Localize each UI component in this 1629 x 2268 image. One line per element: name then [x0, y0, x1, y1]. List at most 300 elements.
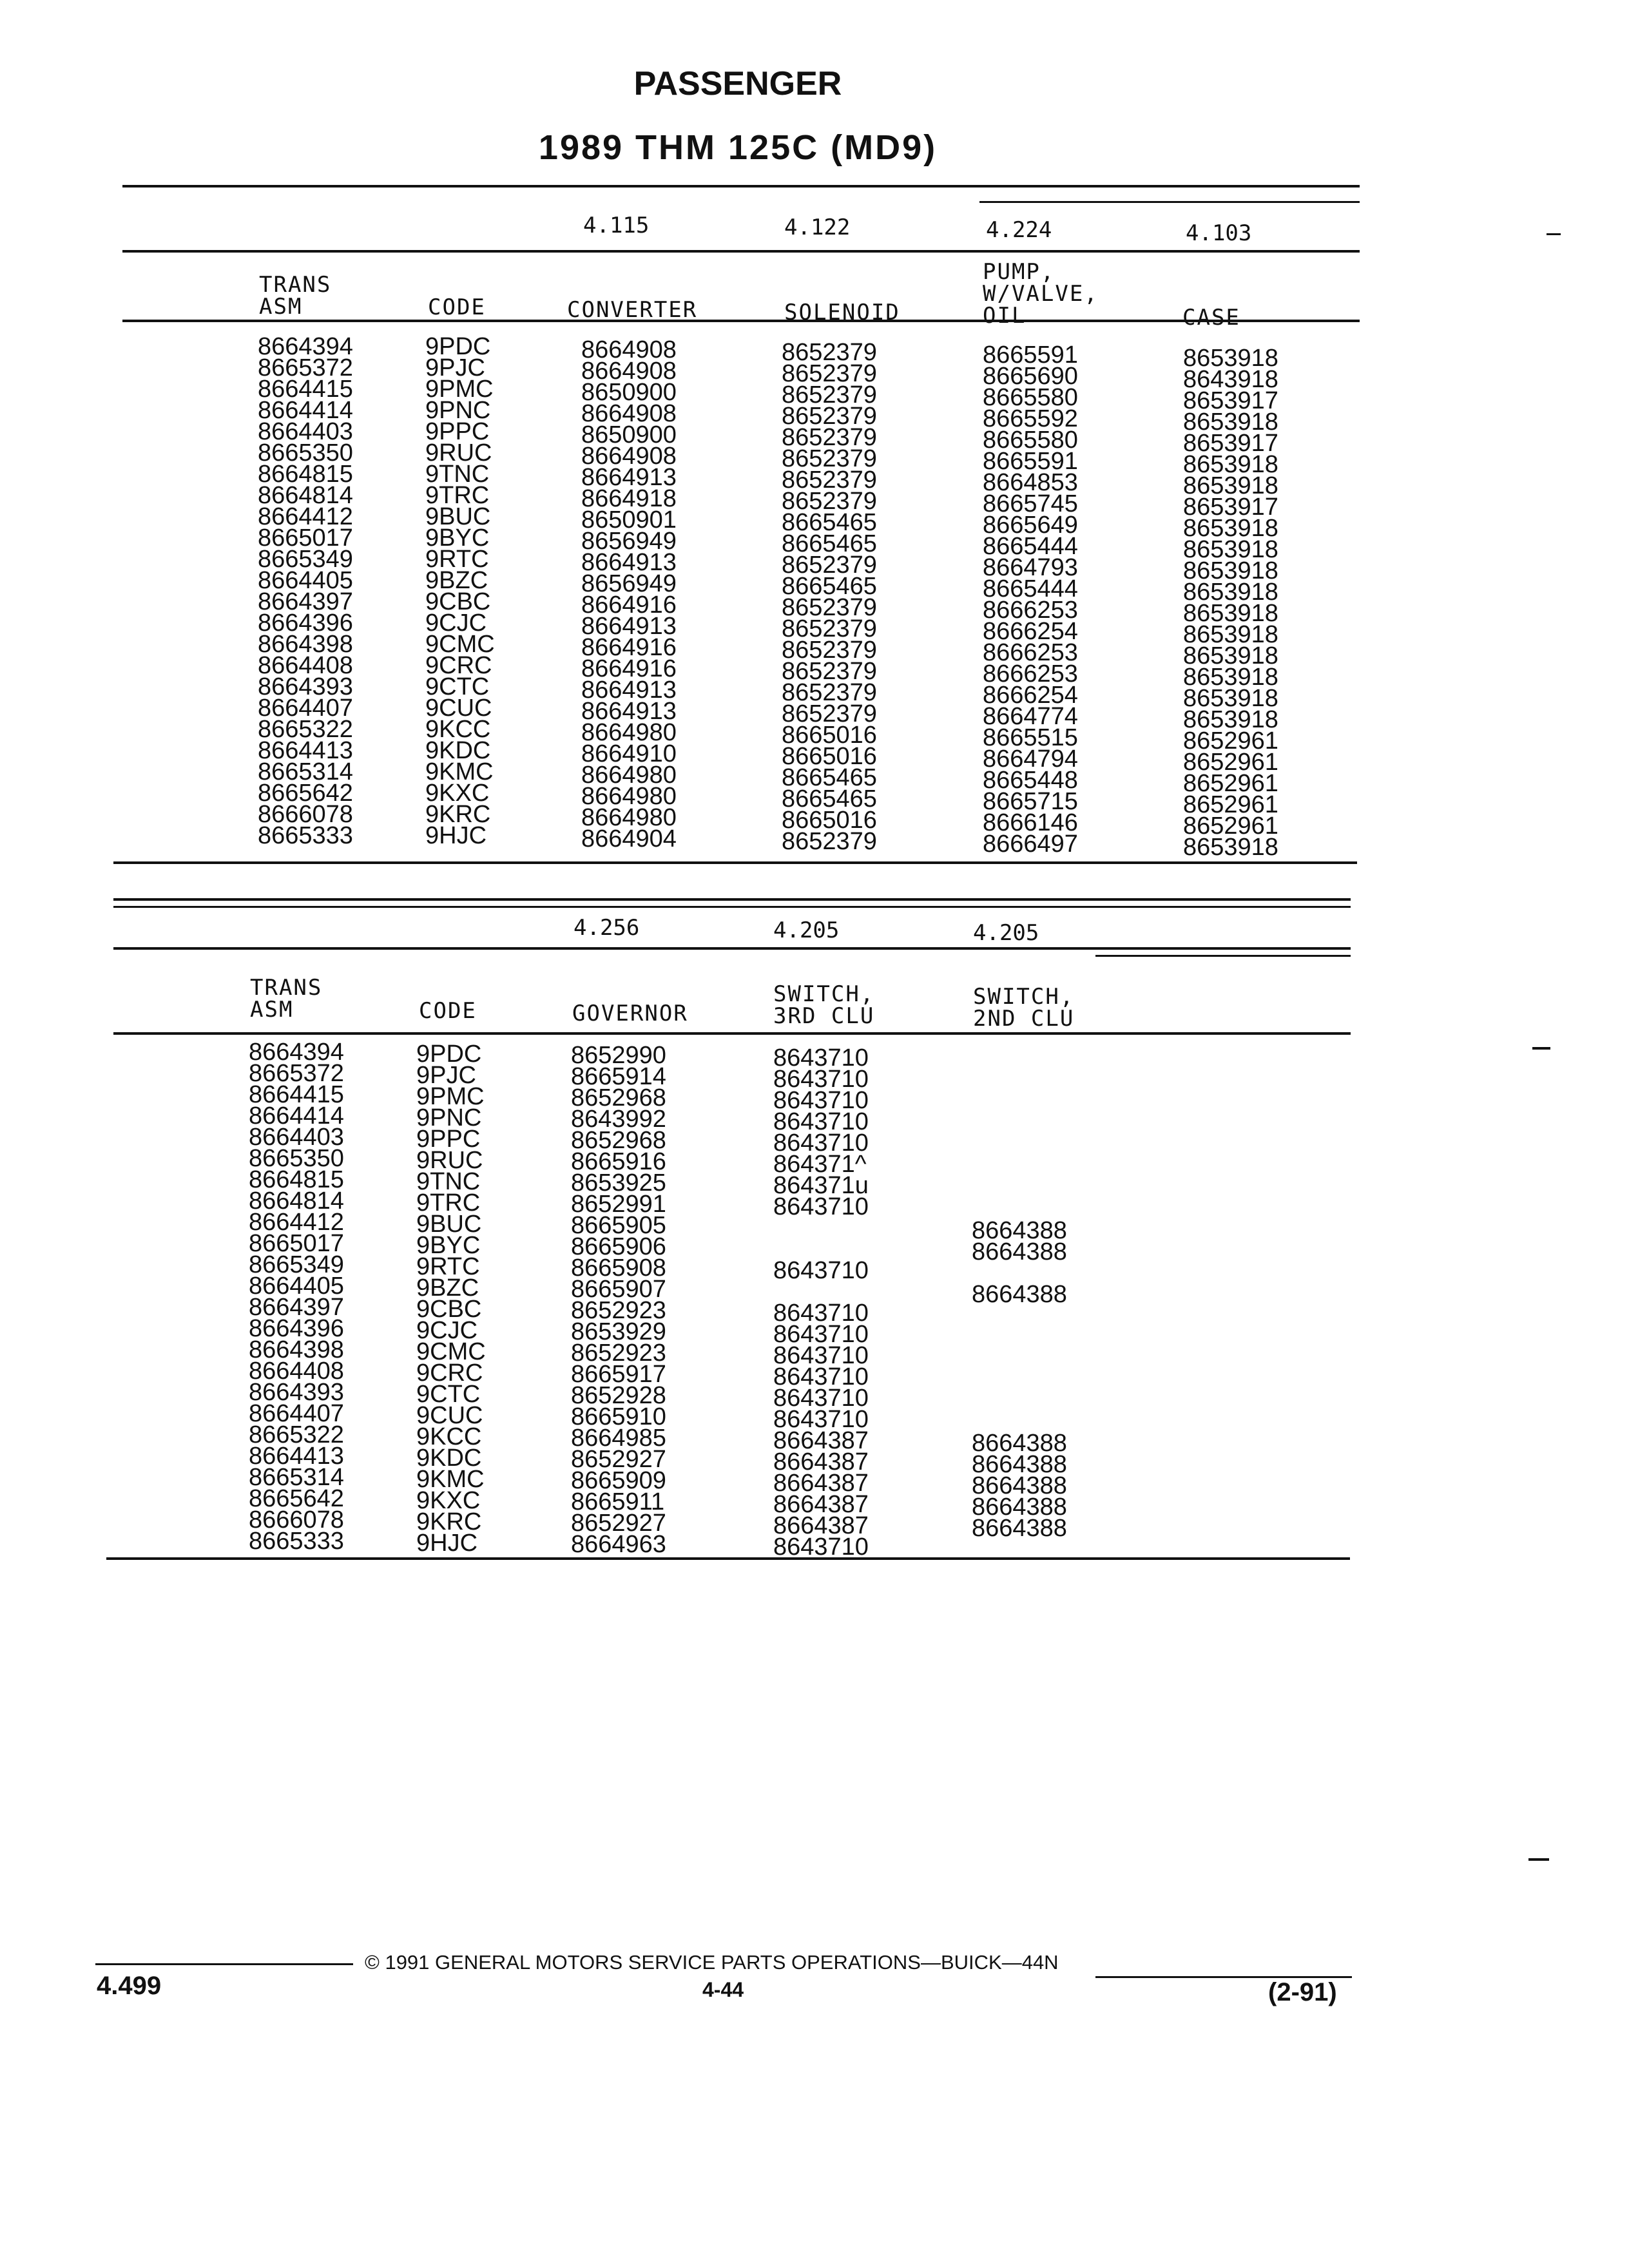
table-cell: 8665333	[258, 822, 353, 849]
table-cell: 9BYC	[425, 524, 490, 552]
table-cell: 9CJC	[425, 610, 487, 637]
table-cell: 8643710	[773, 1533, 869, 1561]
table1-header-solenoid: SOLENOID	[784, 300, 900, 325]
table-cell: 8664412	[258, 503, 353, 530]
table-cell: 8653929	[571, 1318, 666, 1345]
table-cell: 8653918	[1183, 642, 1278, 669]
table-cell: 864371^	[773, 1151, 867, 1178]
table-cell: 8653918	[1183, 472, 1278, 499]
table2-header-switch-2nd	[973, 986, 1074, 1030]
table1-header-converter: CONVERTER	[567, 297, 698, 323]
table-cell: 8665591	[983, 448, 1078, 475]
table1-col-solenoid	[782, 339, 877, 855]
table-cell: 8665905	[571, 1212, 666, 1239]
table-cell: 9KDC	[416, 1445, 482, 1472]
table-cell: 8664415	[258, 376, 353, 403]
table-cell: 8650900	[581, 379, 677, 406]
table-cell: 9HJC	[425, 822, 487, 849]
table-cell: 8666497	[983, 831, 1078, 858]
table-cell: 8664398	[249, 1336, 344, 1363]
table-cell: 8664794	[983, 745, 1078, 773]
table-cell: 8652379	[782, 339, 877, 366]
table2-top-rule	[113, 898, 1351, 901]
table-cell: 8664413	[249, 1443, 344, 1470]
table-cell: 8664414	[258, 397, 353, 424]
table1-header-pump	[983, 261, 1099, 327]
table-cell: 9CMC	[425, 631, 495, 658]
table-cell: 8652928	[571, 1382, 666, 1409]
table-cell: 8643710	[773, 1087, 869, 1114]
table2-header-switch-2nd-1: SWITCH,	[973, 984, 1075, 1010]
table-cell: 9BUC	[425, 503, 491, 530]
table-cell	[972, 1348, 1067, 1369]
table-cell: 8650900	[581, 421, 677, 448]
table-cell: 9BZC	[425, 567, 488, 594]
table-cell: 8664387	[773, 1470, 869, 1497]
table-cell: 8652379	[782, 700, 877, 727]
table1-ref-pump: 4.224	[986, 217, 1052, 243]
table-cell: 8664815	[249, 1166, 344, 1193]
table-cell: 9PMC	[425, 376, 494, 403]
table-cell: 8643710	[773, 1193, 869, 1220]
table-cell: 8665016	[782, 743, 877, 770]
table-cell: 8664980	[581, 783, 677, 810]
table-cell: 8664396	[249, 1315, 344, 1342]
table-cell: 8664388	[972, 1281, 1067, 1308]
table2-ref-governor: 4.256	[574, 915, 640, 941]
table-cell: 9PNC	[416, 1104, 482, 1131]
table-cell: 8643710	[773, 1066, 869, 1093]
table-cell: 8664814	[249, 1187, 344, 1215]
table-cell: 8665350	[258, 439, 353, 466]
table-cell: 9HJC	[416, 1530, 478, 1557]
table-cell: 9KXC	[425, 780, 490, 807]
table1-bottom-rule	[113, 861, 1357, 864]
table-cell: 8664980	[581, 719, 677, 746]
table-cell: 8664415	[249, 1081, 344, 1108]
table-cell: 9PNC	[425, 397, 491, 424]
table-cell: 8664908	[581, 443, 677, 470]
table-cell: 8664916	[581, 634, 677, 661]
table1-header-rule	[122, 320, 1360, 322]
table-cell: 8664908	[581, 400, 677, 427]
table-cell: 8664918	[581, 485, 677, 512]
table-cell: 9CUC	[416, 1402, 483, 1429]
table1-header-pump-2: W/VALVE,	[983, 281, 1099, 307]
table-cell: 8665465	[782, 764, 877, 791]
margin-mark	[1532, 1047, 1550, 1050]
table-cell: 8643710	[773, 1385, 869, 1412]
table1-ref-converter: 4.115	[583, 213, 650, 238]
table-cell: 8665314	[258, 758, 353, 785]
table2-header-trans: TRANS	[250, 975, 323, 1001]
table-cell: 9CUC	[425, 695, 492, 722]
table-cell: 8665745	[983, 490, 1078, 517]
table-cell: 8653918	[1183, 515, 1278, 542]
table-cell: 9KMC	[416, 1466, 485, 1493]
table2-bottom-rule	[106, 1557, 1350, 1560]
table-cell: 8652379	[782, 679, 877, 706]
footer-copyright: © 1991 GENERAL MOTORS SERVICE PARTS OPERATIONS—BUICK—44N	[365, 1951, 1059, 1974]
table-cell: 8652961	[1183, 770, 1278, 797]
table-cell: 9TNC	[425, 461, 490, 488]
table-cell: 8665444	[983, 575, 1078, 602]
table-cell	[972, 1072, 1067, 1093]
table-cell: 8643992	[571, 1106, 666, 1133]
table-cell: 8653918	[1183, 664, 1278, 691]
table-cell: 8665314	[249, 1464, 344, 1491]
table-cell: 8665642	[258, 780, 353, 807]
table-cell: 8665580	[983, 384, 1078, 411]
table-cell: 8652379	[782, 381, 877, 408]
footer-section-number: 4.499	[97, 1972, 162, 2000]
table-cell: 8664396	[258, 610, 353, 637]
table-cell: 8664913	[581, 464, 677, 491]
table-cell: 8653918	[1183, 345, 1278, 372]
table-cell: 9PJC	[425, 354, 485, 381]
table-cell: 8664913	[581, 549, 677, 576]
table2-header-rule	[113, 1032, 1351, 1035]
table-cell: 8664985	[571, 1425, 666, 1452]
table-cell: 9BUC	[416, 1211, 482, 1238]
table-cell: 8664910	[581, 740, 677, 767]
table1-col-code	[425, 333, 495, 849]
table-cell: 8652923	[571, 1297, 666, 1324]
table-cell: 8664980	[581, 804, 677, 831]
table-cell: 8664904	[581, 825, 677, 852]
table1-header-code: CODE	[428, 294, 486, 320]
table-cell: 8653918	[1183, 408, 1278, 436]
table-cell: 8652968	[571, 1127, 666, 1154]
table-cell	[773, 1218, 869, 1239]
table2-header-switch-3rd-2: 3RD CLU	[773, 1003, 875, 1029]
table-cell: 8666254	[983, 682, 1078, 709]
table-cell: 8652379	[782, 488, 877, 515]
table2-top-rule-2	[113, 906, 1351, 908]
table-cell: 9CRC	[425, 652, 492, 679]
table-cell: 8666254	[983, 618, 1078, 645]
table-cell: 8664774	[983, 703, 1078, 730]
table-cell: 8652961	[1183, 791, 1278, 818]
table-cell: 8652379	[782, 828, 877, 855]
table-cell	[972, 1369, 1067, 1390]
table-cell: 8656949	[581, 528, 677, 555]
table1-ref-case: 4.103	[1186, 220, 1252, 246]
table-cell: 8664413	[258, 737, 353, 764]
table-cell: 8665372	[249, 1060, 344, 1087]
table-cell: 9TRC	[416, 1189, 481, 1216]
table-cell: 9CRC	[416, 1360, 483, 1387]
table-cell: 8665916	[571, 1148, 666, 1175]
table-cell: 8665349	[249, 1251, 344, 1278]
table-cell: 8643918	[1183, 366, 1278, 393]
table-cell: 9KXC	[416, 1487, 481, 1514]
table-cell	[972, 1157, 1067, 1178]
table2-header-switch-3rd-1: SWITCH,	[773, 981, 875, 1007]
table-cell: 8664913	[581, 677, 677, 704]
table-cell: 8665465	[782, 509, 877, 536]
table2-ref-switch-2nd: 4.205	[973, 920, 1039, 946]
table-cell: 9BYC	[416, 1232, 481, 1259]
table-cell: 8664403	[258, 418, 353, 445]
table-cell: 8664916	[581, 655, 677, 682]
table-cell: 8664980	[581, 762, 677, 789]
table-cell: 9PPC	[416, 1126, 481, 1153]
table1-col-trans-asm	[258, 333, 353, 849]
table1-header-pump-3: OIL	[983, 303, 1027, 329]
table-cell: 8666253	[983, 660, 1078, 687]
table-cell: 8652379	[782, 403, 877, 430]
table-cell: 8664408	[249, 1358, 344, 1385]
table-cell: 9TNC	[416, 1168, 481, 1195]
table-cell: 8652379	[782, 360, 877, 387]
table-cell: 9PJC	[416, 1062, 476, 1089]
table-cell: 8665016	[782, 722, 877, 749]
table-cell: 8666078	[249, 1506, 344, 1533]
table-cell: 8664388	[972, 1494, 1067, 1521]
table-cell: 8652927	[571, 1446, 666, 1473]
table-cell: 8665322	[258, 716, 353, 743]
table-cell: 8666146	[983, 809, 1078, 836]
table1-header-asm: ASM	[259, 294, 303, 320]
table-cell: 8652379	[782, 552, 877, 579]
table-cell: 8652379	[782, 445, 877, 472]
table-cell: 8652379	[782, 594, 877, 621]
table-cell: 8664814	[258, 482, 353, 509]
table-cell: 8664913	[581, 698, 677, 725]
table-cell: 8664387	[773, 1491, 869, 1518]
table-cell: 8650901	[581, 506, 677, 533]
table-cell: 8664913	[581, 613, 677, 640]
table-cell: 9TRC	[425, 482, 490, 509]
table-cell: 8665715	[983, 788, 1078, 815]
table-cell: 8665917	[571, 1361, 666, 1388]
table-cell	[972, 1135, 1067, 1157]
table-cell: 8664963	[571, 1531, 666, 1558]
table-cell: 8643710	[773, 1129, 869, 1157]
table-cell: 8664793	[983, 554, 1078, 581]
table-cell: 8665914	[571, 1063, 666, 1090]
table-cell: 8652990	[571, 1042, 666, 1069]
table-cell: 8652379	[782, 658, 877, 685]
margin-mark	[1547, 233, 1561, 235]
table-cell: 9KDC	[425, 737, 491, 764]
table-cell: 9CMC	[416, 1338, 486, 1365]
table-cell	[972, 1093, 1067, 1114]
table-cell: 9CTC	[416, 1381, 481, 1408]
table2-header-code: CODE	[419, 998, 477, 1024]
table-cell: 8664908	[581, 358, 677, 385]
table-cell: 8665017	[258, 524, 353, 552]
table-cell: 8665349	[258, 546, 353, 573]
table-cell: 8664388	[972, 1238, 1067, 1265]
table-cell: 8665333	[249, 1528, 344, 1555]
table-cell: 8665448	[983, 767, 1078, 794]
table-cell: 8664393	[249, 1379, 344, 1406]
table-cell: 8665909	[571, 1467, 666, 1494]
table-cell: 8652961	[1183, 812, 1278, 840]
footer-page-number: 4-44	[702, 1978, 744, 2001]
table-cell: 9CJC	[416, 1317, 478, 1344]
table-cell: 8665465	[782, 785, 877, 812]
table-cell: 8665350	[249, 1145, 344, 1172]
table-cell: 8643710	[773, 1321, 869, 1348]
table-cell: 8665907	[571, 1276, 666, 1303]
table-cell: 9RTC	[425, 546, 489, 573]
table-cell: 8664388	[972, 1472, 1067, 1499]
table-cell: 8664394	[258, 333, 353, 360]
table-cell: 8643710	[773, 1342, 869, 1369]
table-cell: 8643710	[773, 1406, 869, 1433]
table-cell: 8653925	[571, 1169, 666, 1196]
table-cell: 8653918	[1183, 557, 1278, 584]
table-cell: 8665580	[983, 427, 1078, 454]
table1-col-pump	[983, 341, 1078, 858]
table1-header-trans-asm	[259, 274, 331, 318]
table-cell: 9RUC	[416, 1147, 483, 1174]
table-cell: 9PMC	[416, 1083, 485, 1110]
table-cell: 9CTC	[425, 673, 490, 700]
table-cell: 8652379	[782, 615, 877, 642]
table-cell: 9PDC	[416, 1041, 482, 1068]
table-cell: 8664853	[983, 469, 1078, 496]
table-cell: 8664403	[249, 1124, 344, 1151]
table2-ref-rule-2	[1095, 955, 1351, 957]
table-cell: 8665515	[983, 724, 1078, 751]
table-cell: 8665649	[983, 512, 1078, 539]
footer-rule-left	[95, 1963, 353, 1965]
table-cell: 8652961	[1183, 727, 1278, 754]
table-cell: 8652961	[1183, 749, 1278, 776]
table-cell: 8664387	[773, 1448, 869, 1475]
table-cell: 8653918	[1183, 451, 1278, 478]
table-cell: 9CBC	[416, 1296, 482, 1323]
table-cell: 8664393	[258, 673, 353, 700]
table-cell: 8653917	[1183, 387, 1278, 414]
table2-col-trans-asm	[249, 1039, 344, 1555]
table-cell: 8664916	[581, 591, 677, 619]
table-cell: 9PDC	[425, 333, 491, 360]
table-cell: 8652968	[571, 1084, 666, 1111]
table-cell: 8652379	[782, 424, 877, 451]
table2-ref-switch-3rd: 4.205	[773, 918, 840, 943]
table-cell: 8664397	[249, 1294, 344, 1321]
table-cell: 8643710	[773, 1300, 869, 1327]
table-cell: 9PPC	[425, 418, 490, 445]
table-cell: 8664388	[972, 1515, 1067, 1542]
table-cell: 9KRC	[425, 801, 491, 828]
table-cell: 8666253	[983, 639, 1078, 666]
table-cell: 9RUC	[425, 439, 492, 466]
table-cell: 8664398	[258, 631, 353, 658]
table-cell: 8664397	[258, 588, 353, 615]
table-cell: 8664815	[258, 461, 353, 488]
table1-header-pump-1: PUMP,	[983, 259, 1055, 285]
table-cell: 8653918	[1183, 834, 1278, 861]
table-cell: 8666078	[258, 801, 353, 828]
table-cell: 9KCC	[416, 1423, 482, 1450]
table-cell: 9KCC	[425, 716, 491, 743]
table-cell: 8652991	[571, 1191, 666, 1218]
table-cell: 8643710	[773, 1108, 869, 1135]
table1-col-converter	[581, 336, 677, 852]
table-cell	[972, 1114, 1067, 1135]
table-cell: 9KRC	[416, 1508, 482, 1535]
table-cell: 8665465	[782, 530, 877, 557]
table-cell	[972, 1390, 1067, 1412]
table-cell: 8665017	[249, 1230, 344, 1257]
table-cell: 8653918	[1183, 579, 1278, 606]
table-cell: 8653918	[1183, 706, 1278, 733]
table-cell: 8653918	[1183, 685, 1278, 712]
table-cell: 8664408	[258, 652, 353, 679]
table-cell: 8664387	[773, 1427, 869, 1454]
table-cell: 8643710	[773, 1363, 869, 1390]
table2-header-trans-asm	[250, 977, 322, 1021]
table-cell: 8653917	[1183, 430, 1278, 457]
table-cell: 8665911	[571, 1488, 665, 1515]
table-cell: 8652379	[782, 637, 877, 664]
table-cell: 8665465	[782, 573, 877, 600]
table-cell: 8665642	[249, 1485, 344, 1512]
table1-ref-solenoid: 4.122	[784, 215, 851, 240]
table-cell: 8664388	[972, 1430, 1067, 1457]
table-cell: 8664908	[581, 336, 677, 363]
table-cell: 8665690	[983, 363, 1078, 390]
table-cell: 9KMC	[425, 758, 494, 785]
table1-col-case	[1183, 345, 1278, 861]
table-cell: 8664405	[258, 567, 353, 594]
table-cell: 8665444	[983, 533, 1078, 560]
table-cell: 8664414	[249, 1102, 344, 1129]
table-cell: 8666253	[983, 597, 1078, 624]
table-cell	[972, 1327, 1067, 1348]
table-cell: 8664394	[249, 1039, 344, 1066]
table-cell: 8665591	[983, 341, 1078, 369]
table-cell: 8643710	[773, 1257, 869, 1284]
table-cell: 8653918	[1183, 600, 1278, 627]
table-cell: 8664407	[249, 1400, 344, 1427]
table-cell: 8664387	[773, 1512, 869, 1539]
table-cell: 8653917	[1183, 494, 1278, 521]
table-cell	[972, 1178, 1067, 1199]
table1-ref-rule	[122, 250, 1360, 253]
table2-col-switch-3rd	[773, 1044, 869, 1561]
table2-ref-rule	[113, 947, 1351, 950]
table2-header-switch-2nd-2: 2ND CLU	[973, 1006, 1075, 1032]
table-cell: 8653918	[1183, 621, 1278, 648]
table-cell: 8652923	[571, 1340, 666, 1367]
table-cell: 8665592	[983, 405, 1078, 432]
table-cell: 8656949	[581, 570, 677, 597]
table-cell: 8664407	[258, 695, 353, 722]
table-cell: 8664388	[972, 1451, 1067, 1478]
table2-header-asm: ASM	[250, 997, 294, 1023]
table-cell: 8652927	[571, 1510, 666, 1537]
table-cell: 8665016	[782, 807, 877, 834]
table-cell: 8665372	[258, 354, 353, 381]
table2-header-switch-3rd	[773, 983, 874, 1027]
table-cell: 8664388	[972, 1217, 1067, 1244]
table1-top-rule-2	[979, 201, 1360, 203]
table-cell: 8664405	[249, 1273, 344, 1300]
table-cell: 8652379	[782, 466, 877, 494]
table1-header-trans: TRANS	[259, 272, 332, 298]
page-subtitle: 1989 THM 125C (MD9)	[538, 128, 938, 167]
table1-top-rule	[122, 185, 1360, 187]
table2-col-switch-2nd	[972, 1050, 1067, 1561]
footer-date: (2-91)	[1268, 1978, 1337, 2006]
